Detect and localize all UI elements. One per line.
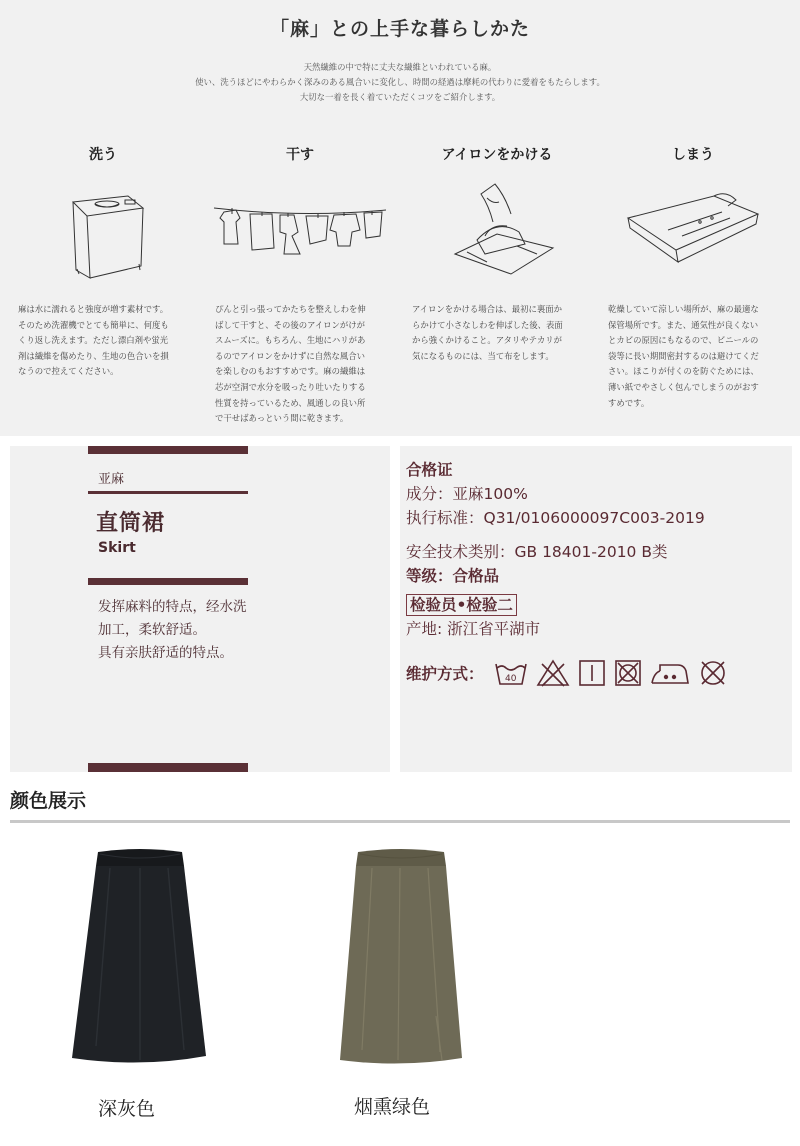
line-dry-icon [578,659,606,687]
text-line: 加工，柔软舒适。 [98,622,206,638]
text-line: そのため洗濯機でとても簡単に、何度も [18,319,169,330]
no-bleach-icon [536,658,570,688]
care-column-wash [8,144,198,380]
care-column-text [205,302,395,427]
color-label-dark-gray: 深灰色 [98,1098,156,1120]
certificate-panel [400,446,792,772]
care-column-text [598,302,788,411]
text-line: ぴんと引っ張ってかたちを整えしわを伸 [215,304,366,314]
text-line: で干せばあっという間に乾きます。 [215,413,349,424]
care-column-heading: しまう [672,147,714,163]
accent-bar [88,446,248,454]
product-name-en: Skirt [98,540,136,556]
origin: 产地: 浙江省平湖市 [406,620,541,638]
product-description [98,596,247,665]
wash-40-icon [494,658,528,688]
text-line: から強くかけること。アタリやテカリが [412,335,562,346]
text-line: 薄い紙でやさしく包んでしまうのがおす [608,381,759,392]
svg-text:40: 40 [504,674,516,684]
divider [10,820,790,823]
text-line: スムーズに。もちろん、生地にハリがあ [215,335,366,346]
text-line: くり返し洗えます。ただし漂白剤や蛍光 [18,335,169,346]
text-line: 保管場所です。また、通気性が良くない [608,319,759,330]
care-column-store [598,144,788,411]
text-line: とカビの原因にもなるので、ビニールの [608,335,759,346]
care-label: 维护方式： [406,665,484,683]
text-line: 发挥麻料的特点，经水洗 [98,599,247,615]
composition: 成分：亚麻100% [406,485,528,503]
text-line: アイロンをかける場合は、最初に裏面か [412,304,562,314]
no-dry-clean-icon [698,658,728,688]
product-info-panel [10,446,390,772]
grade: 等级：合格品 [406,567,500,585]
care-symbols-row [406,658,728,688]
text-line: 具有亲肤舒适的特点。 [98,645,233,661]
care-column-heading: アイロンをかける [441,147,553,163]
text-line: 剤は繊維を傷めたり、生地の色合いを損 [18,350,169,361]
text-line: 性質を持っているため、風通しの良い所 [215,397,366,408]
care-column-dry [205,144,395,427]
text-line: ばして干すと、その後のアイロンがけが [215,319,365,330]
color-label-smoke-green: 烟熏绿色 [354,1096,431,1118]
skirt-smoke-green-image [336,846,466,1072]
ironing-icon [402,174,592,286]
text-line: 麻は水に濡れると強度が増す素材です。 [18,304,169,314]
washing-machine-icon [8,174,198,286]
care-section [0,0,800,436]
text-line: なうので控えてください。 [18,366,119,377]
clothesline-icon [205,174,395,286]
divider [88,491,248,494]
iron-medium-icon [650,659,690,687]
care-title: 「麻」との上手な暮らしかた [269,18,530,40]
inspector-stamp: 检验员•检验二 [406,594,517,616]
certificate-title: 合格证 [406,461,453,479]
care-column-heading: 干す [286,147,314,163]
safety-category: 安全技术类别：GB 18401-2010 B类 [406,543,668,561]
colors-title: 颜色展示 [10,790,87,812]
text-line: 気になるものには、当て布をします。 [412,350,554,361]
no-tumble-dry-icon [614,659,642,687]
standard: 执行标准：Q31/0106000097C003-2019 [406,509,705,527]
text-line: すめです。 [608,397,650,408]
care-column-text [402,302,592,364]
care-column-heading: 洗う [89,147,117,163]
certificate-text [406,458,705,641]
care-intro [0,60,800,105]
text-line: るのでアイロンをかけずに自然な風合い [215,350,365,361]
care-intro-line: 大切な一着を長く着ていただくコツをご紹介します。 [299,92,501,102]
text-line: さい。ほこりが付くのを防ぐためには、 [608,366,759,377]
text-line: を楽しむのもおすすめです。麻の繊維は [215,366,366,377]
text-line: 芯が空洞で水分を吸ったり吐いたりする [215,381,366,392]
text-line: 袋等に長い期間密封するのは避けてくだ [608,350,759,361]
care-intro-line: 天然繊維の中で特に丈夫な繊維といわれている麻。 [303,62,497,72]
text-line: らかけて小さなしわを伸ばした後、表面 [412,319,563,330]
product-name: 直筒裙 [96,511,166,536]
care-column-iron [402,144,592,364]
accent-bar [88,763,248,772]
text-line: 乾燥していて涼しい場所が、麻の最適な [608,304,759,314]
care-intro-line: 使い、洗うほどにやわらかく深みのある風合いに変化し、時間の経過は摩耗の代わりに愛着をもたらします。 [195,77,605,87]
accent-bar [88,578,248,585]
care-column-text [8,302,198,380]
skirt-dark-gray-image [70,846,210,1072]
material-label: 亚麻 [98,472,125,487]
folded-shirt-icon [598,174,788,286]
care-icons [494,658,728,688]
